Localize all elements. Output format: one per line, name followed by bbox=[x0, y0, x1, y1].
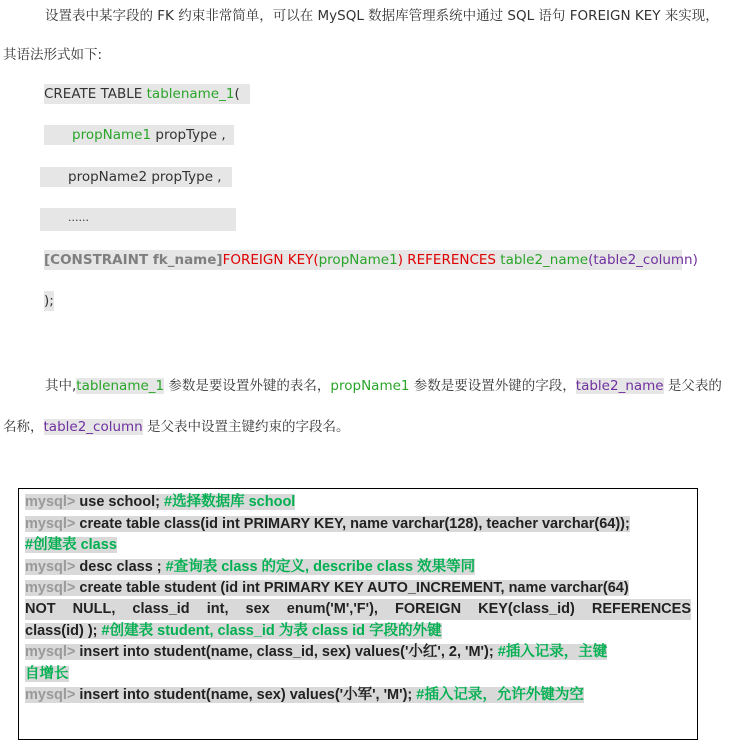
syntax-open-paren: ( bbox=[234, 86, 240, 102]
code-line-9-text bbox=[25, 666, 69, 682]
syntax-references: ) REFERENCES bbox=[397, 252, 501, 268]
code-line-2-text bbox=[25, 516, 630, 532]
code-line-2 bbox=[25, 513, 691, 535]
comment-2: #创建表 class bbox=[25, 537, 117, 554]
explain-prefix: 其中, bbox=[45, 378, 77, 394]
syntax-line-3: propName2 propType , bbox=[40, 167, 232, 187]
intro-line-1: 设置表中某字段的 FK 约束非常简单，可以在 MySQL 数据库管理系统中通过 SQL 语句 FOREIGN KEY 来实现， bbox=[45, 8, 719, 24]
code-line-6: NOT NULL, class_id int, sex enum('M','F'), FOREIGN KEY(class_id) REFERENCES bbox=[25, 599, 691, 620]
prompt-3: mysql> bbox=[25, 558, 76, 575]
explain-tablename: tablename_1 bbox=[76, 378, 165, 394]
prompt-5: mysql> bbox=[25, 644, 76, 661]
code-line-8 bbox=[25, 641, 691, 663]
syntax-line-2 bbox=[44, 125, 234, 145]
code-line-1 bbox=[25, 491, 691, 513]
explain-line-2 bbox=[3, 417, 350, 437]
code-line-9 bbox=[25, 663, 691, 685]
syntax-foreign-key: FOREIGN KEY( bbox=[222, 252, 319, 268]
syntax-line-4: ...... bbox=[40, 208, 236, 231]
cmd-desc-class: desc class ; bbox=[75, 558, 162, 575]
syntax-line-1 bbox=[44, 84, 250, 104]
code-box bbox=[18, 488, 698, 740]
code-line-3 bbox=[25, 534, 691, 556]
comment-5-cont: 自增长 bbox=[25, 665, 69, 682]
code-line-4-text bbox=[25, 559, 475, 575]
explain-propname1: propName1 bbox=[330, 378, 410, 394]
comment-4: #创建表 student, class_id 为表 class id 字段的外键 bbox=[97, 622, 442, 639]
syntax-close-paren: ) bbox=[692, 252, 698, 268]
code-line-10 bbox=[25, 684, 691, 706]
syntax-table2-column: table2_column bbox=[593, 252, 693, 268]
explain-text-5: 是父表中设置主键约束的字段名。 bbox=[142, 419, 350, 435]
prompt-4: mysql> bbox=[25, 580, 76, 597]
comment-5: #插入记录，主键 bbox=[493, 644, 608, 661]
comment-1: #选择数据库 school bbox=[159, 494, 296, 510]
explain-text-3: 是父表的 bbox=[663, 378, 722, 394]
code-line-7-text bbox=[25, 623, 442, 639]
explain-text-2: 参数是要设置外键的字段， bbox=[409, 378, 576, 394]
code-line-5 bbox=[25, 577, 691, 599]
code-line-10-text bbox=[25, 687, 584, 703]
explain-text-1: 参数是要设置外键的表名， bbox=[164, 378, 331, 394]
cmd-insert-2: insert into student(name, sex) values('小军', 'M'); bbox=[75, 687, 413, 704]
syntax-proptype1: propType , bbox=[151, 127, 226, 143]
cmd-insert-1: insert into student(name, class_id, sex) values('小红', 2, 'M'); bbox=[75, 644, 494, 661]
syntax-open-paren-2: ( bbox=[588, 252, 594, 268]
code-line-1-text bbox=[25, 494, 295, 510]
syntax-line-5 bbox=[44, 250, 698, 270]
syntax-propname1: propName1 bbox=[72, 127, 152, 143]
code-line-7 bbox=[25, 620, 691, 642]
syntax-line-6: ); bbox=[44, 293, 54, 309]
prompt-2: mysql> bbox=[25, 515, 76, 532]
syntax-tablename: tablename_1 bbox=[146, 86, 235, 102]
syntax-constraint: [CONSTRAINT fk_name] bbox=[44, 252, 223, 268]
comment-6: #插入记录，允许外键为空 bbox=[412, 687, 584, 704]
cmd-use-school: use school; bbox=[75, 494, 160, 510]
prompt-1: mysql> bbox=[25, 494, 76, 510]
cmd-create-student-1: create table student (id int PRIMARY KEY AUTO_INCREMENT, name varchar(64) bbox=[75, 580, 629, 597]
prompt-6: mysql> bbox=[25, 687, 76, 704]
explain-table2-column: table2_column bbox=[43, 419, 143, 435]
code-line-5-text bbox=[25, 580, 629, 596]
syntax-table2-name: table2_name bbox=[500, 252, 589, 268]
syntax-create-table: CREATE TABLE bbox=[44, 86, 147, 102]
code-line-3-text bbox=[25, 537, 117, 553]
intro-line-2: 其语法形式如下: bbox=[3, 47, 103, 63]
cmd-create-class: create table class(id int PRIMARY KEY, name varchar(128), teacher varchar(64)); bbox=[75, 515, 630, 532]
code-line-8-text bbox=[25, 644, 607, 660]
code-line-4 bbox=[25, 556, 691, 578]
syntax-fk-propname1: propName1 bbox=[318, 252, 398, 268]
explain-table2-name: table2_name bbox=[575, 378, 664, 394]
explain-line-1 bbox=[45, 376, 722, 396]
cmd-create-student-3: class(id) ); bbox=[25, 622, 98, 639]
explain-text-4: 名称， bbox=[3, 419, 44, 435]
comment-3: #查询表 class 的定义, describe class 效果等同 bbox=[161, 558, 476, 575]
